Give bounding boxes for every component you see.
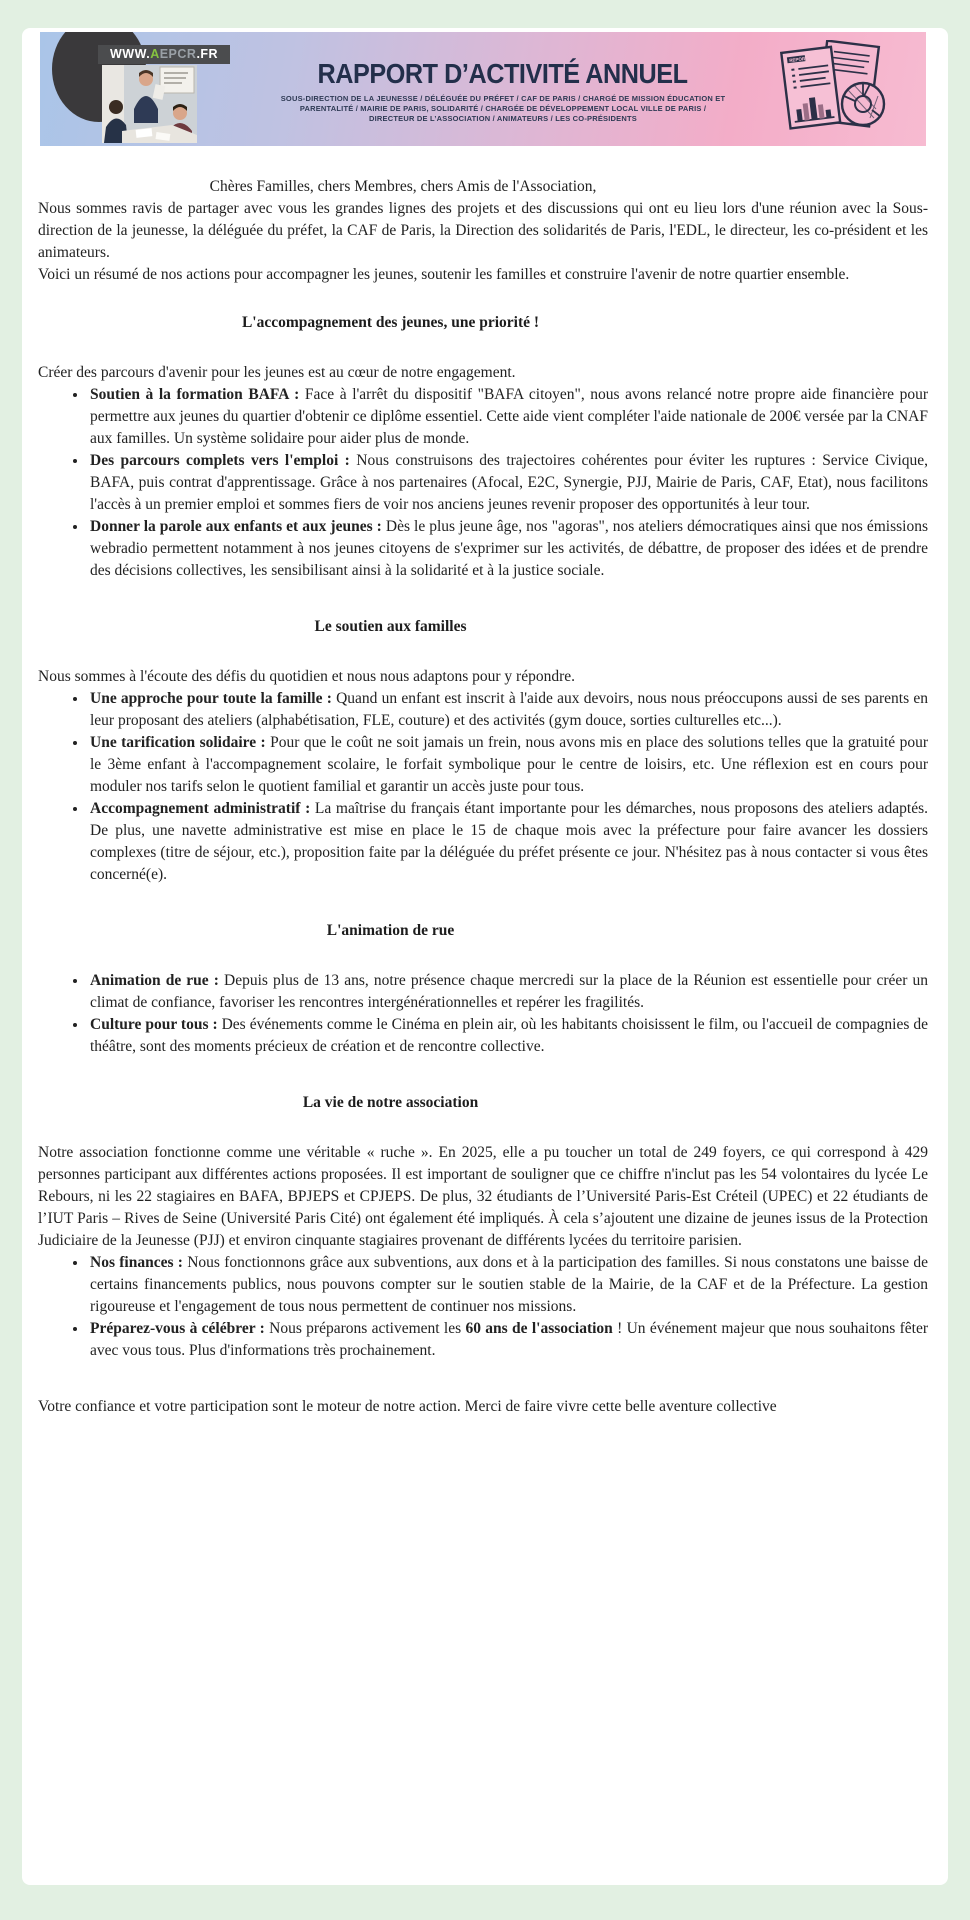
bullet-title: Des parcours complets vers l'emploi :	[90, 452, 350, 469]
bullet-text: Dès le plus jeune âge, nos "agoras", nos ateliers démocratiques ainsi que nos émissions webradio permettent notamment à nos jeunes citoyens de s'exprimer sur les activités, de débattre, de proposer des idées et de prendre des décisions collectives, les sensibilisant ainsi à la solidarité et à la justice sociale.	[90, 518, 929, 579]
bullet-text: Quand un enfant est inscrit à l'aide aux devoirs, nous nous préoccupons aussi de ses parents en leur proposant des ateliers (alphabétisation, FLE, couture) et des activités (gym douce, sorties culturelles etc...).	[90, 690, 928, 729]
bullet-title: Préparez-vous à célébrer :	[90, 1320, 265, 1337]
bullet-culture	[88, 1014, 928, 1058]
bullet-text: Face à l'arrêt du dispositif "BAFA citoyen", nous avons relancé notre propre aide financière pour permettre aux jeunes du quartier d'obtenir ce diplôme essentiel. Cette aide vient compléter l'aide nationale de 200€ versée par la CNAF aux familles. Un système solidaire pour aider plus de monde.	[90, 386, 929, 447]
association-stats-paragraph: Notre association fonctionne comme une véritable « ruche ». En 2025, elle a pu toucher un total de 249 foyers, ce qui correspond à 429 personnes participant aux différentes actions proposées. Il est important de souligner que ce chiffre n'inclut pas les 54 volontaires du lycée Le Rebours, ni les 22 stagiaires en BAFA, BPJEPS et CPJEPS. De plus, 32 étudiants de l’Université Paris-Est Créteil (UPEC) et 22 étudiants de l’IUT Paris – Rives de Seine (Université Paris Cité) ont également été impliqués. À cela s’ajoutent une dizaine de jeunes issus de la Protection Judiciaire de la Jeunesse (PJJ) et environ cinquante stagiaires provenant de différents lycées du territoire parisien.	[38, 1144, 928, 1249]
header-banner	[40, 32, 926, 146]
reports-label: REPORTS	[788, 55, 812, 64]
list-familles	[38, 688, 928, 886]
reports-illustration-icon	[760, 40, 898, 140]
bullet-title: Soutien à la formation BAFA :	[90, 386, 300, 403]
bullet-title: Une tarification solidaire :	[90, 734, 266, 751]
bullet-finances	[88, 1252, 928, 1318]
closing-paragraph: Votre confiance et votre participation sont le moteur de notre action. Merci de faire vivre cette belle aventure collective	[38, 1398, 777, 1415]
intro-paragraph-2: Voici un résumé de nos actions pour accompagner les jeunes, soutenir les familles et construire l'avenir de notre quartier ensemble.	[38, 266, 850, 283]
bullet-text: Depuis plus de 13 ans, notre présence chaque mercredi sur la place de la Réunion est essentielle pour créer un climat de confiance, favoriser les rencontres intergénérationnelles et repérer les fragilités.	[90, 972, 928, 1011]
bullet-parole-jeunes	[88, 516, 928, 582]
section-heading-vie-association: La vie de notre association	[302, 1094, 479, 1111]
bullet-text: Des événements comme le Cinéma en plein air, où les habitants choisissent le film, ou l'accueil de compagnies de théâtre, sont des moments précieux de création et de rencontre collective.	[90, 1016, 929, 1055]
bullet-title: Accompagnement administratif :	[90, 800, 311, 817]
bullet-approche-famille	[88, 688, 928, 732]
banner-title-block	[245, 59, 761, 124]
section-heading-jeunes: L'accompagnement des jeunes, une priorité !	[241, 314, 540, 331]
list-animation	[38, 970, 928, 1058]
list-jeunes	[38, 384, 928, 582]
bullet-soutien-bafa	[88, 384, 928, 450]
bullet-text: Nous construisons des trajectoires cohérentes pour éviter les ruptures : Service Civique, BAFA, puis contrat d'apprentissage. Grâce à nos partenaires (Afocal, E2C, Synergie, PJJ, Mairie de Paris, CAF, Etat), nous facilitons l'accès à un premier emploi et sommes fiers de voir nos anciens jeunes revenir proposer des opportunités à leur tour.	[90, 452, 929, 513]
url-www: WWW.	[110, 47, 151, 61]
list-association	[38, 1252, 928, 1362]
bullet-title: Nos finances :	[90, 1254, 183, 1271]
section-lead-jeunes: Créer des parcours d'avenir pour les jeunes est au cœur de notre engagement.	[38, 364, 516, 381]
bullet-text: Pour que le coût ne soit jamais un frein, nous avons mis en place des solutions telles que la gratuité pour le 3ème enfant à l'accompagnement scolaire, le forfait symbolique pour le centre de loisirs, etc. Une réflexion est en cours pour moduler nos tarifs selon le quotient familial et garantir un accès juste pour tous.	[90, 734, 928, 795]
url-epcr: EPCR	[159, 47, 197, 61]
bullet-title: Une approche pour toute la famille :	[90, 690, 332, 707]
bullet-administratif	[88, 798, 928, 886]
intro-paragraph-1: Nous sommes ravis de partager avec vous les grandes lignes des projets et des discussions qui ont eu lieu lors d'une réunion avec la Sous-direction de la jeunesse, la déléguée du préfet, la CAF de Paris, la Direction des solidarités de Paris, l'EDL, le directeur, les co-président et les animateurs.	[38, 200, 928, 261]
bullet-title: Animation de rue :	[90, 972, 219, 989]
bullet-text: Nous préparons activement les	[269, 1320, 466, 1337]
url-a: A	[150, 47, 160, 61]
header-photo	[102, 65, 197, 143]
url-fr: .FR	[196, 47, 219, 61]
salutation: Chères Familles, chers Membres, chers Amis de l'Association,	[209, 178, 597, 195]
section-heading-familles: Le soutien aux familles	[314, 618, 467, 635]
letter-body	[38, 176, 928, 1418]
bullet-celebration	[88, 1318, 928, 1362]
bullet-text: La maîtrise du français étant importante pour les démarches, nous proposons des ateliers adaptés. De plus, une navette administrative est mise en place le 15 de chaque mois avec la préfecture pour faire avancer les dossiers complexes (titre de séjour, etc.), proposition faite par la déléguée du préfet présente ce jour. N'hésitez pas à nous contacter si vous êtes concerné(e).	[90, 800, 928, 883]
bullet-title: Donner la parole aux enfants et aux jeunes :	[90, 518, 382, 535]
bullet-title: Culture pour tous :	[90, 1016, 218, 1033]
report-subtitle: SOUS-DIRECTION DE LA JEUNESSE / DÉLÉGUÉE DU PRÉFET / CAF DE PARIS / CHARGÉ DE MISSION ÉDUCATION ET PARENTALITÉ / MAIRIE DE PARIS, SOLIDARITÉ / CHARGÉE DE DÉVELOPPEMENT LOCAL VILLE DE PARIS / DIRECTEUR DE L’ASSOCIATION / ANIMATEURS / LES CO-PRÉSIDENTS	[280, 94, 726, 123]
meeting-photo-illustration	[102, 65, 197, 143]
report-title: RAPPORT D’ACTIVITÉ ANNUEL	[317, 58, 689, 89]
newsletter-card	[22, 28, 948, 1885]
bullet-animation-rue	[88, 970, 928, 1014]
bullet-text: Nous fonctionnons grâce aux subventions, aux dons et à la participation des familles. Si nous constatons une baisse de certains financements publics, nous pouvons compter sur le soutien stable de la Mairie, de la CAF et de la Préfecture. La gestion rigoureuse et l'engagement de tous nous permettent de continuer nos missions.	[90, 1254, 928, 1315]
intro-block	[38, 198, 928, 286]
bullet-text-2: ! Un événement majeur que nous souhaitons fêter avec vous tous. Plus d'informations très prochainement.	[90, 1320, 928, 1359]
site-url	[98, 45, 230, 64]
section-lead-familles: Nous sommes à l'écoute des défis du quotidien et nous nous adaptons pour y répondre.	[38, 668, 576, 685]
bullet-tarification	[88, 732, 928, 798]
bullet-parcours-emploi	[88, 450, 928, 516]
bullet-bold-60-ans: 60 ans de l'association	[465, 1320, 613, 1337]
section-heading-animation: L'animation de rue	[326, 922, 455, 939]
